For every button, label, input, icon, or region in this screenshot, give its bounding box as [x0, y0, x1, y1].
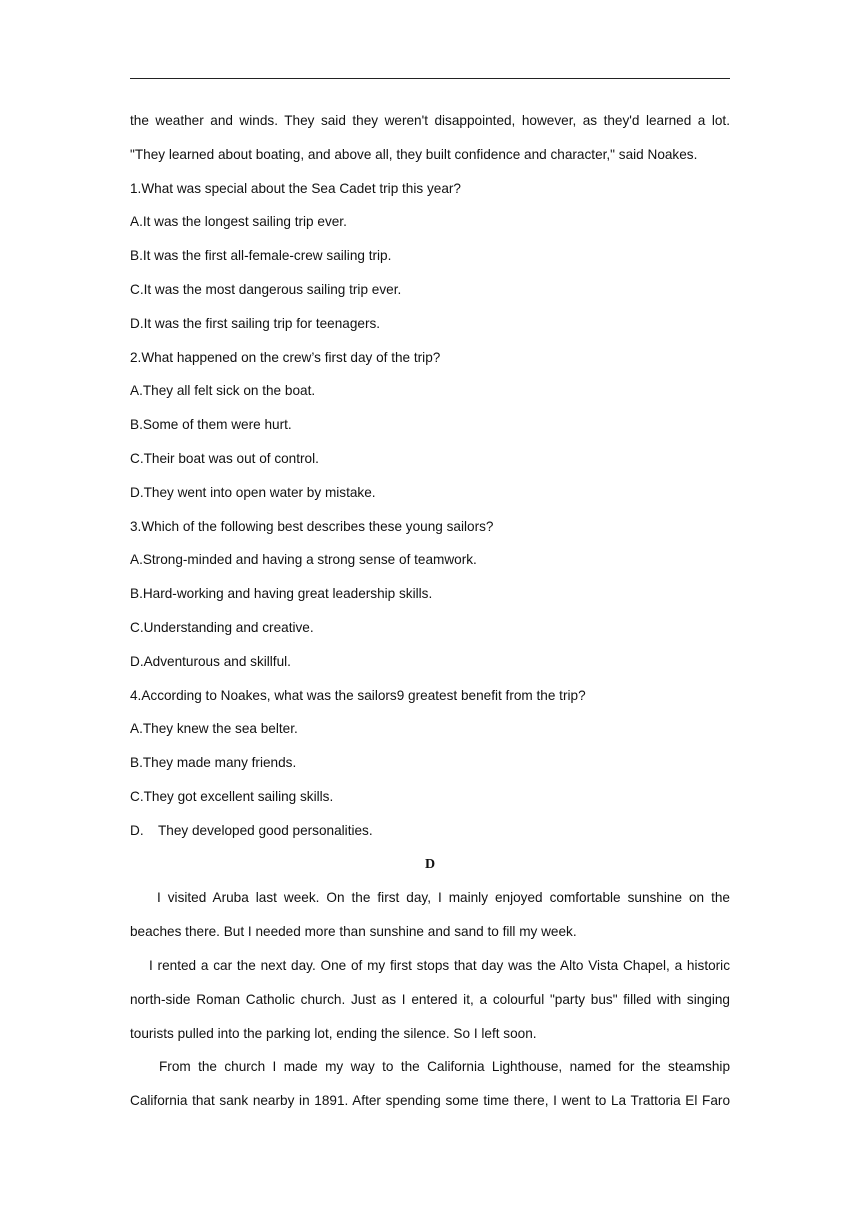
question-3-option-a: A.Strong-minded and having a strong sense of teamwork.	[130, 552, 477, 568]
option-text: They developed good personalities.	[158, 822, 373, 838]
question-2-option-b: B.Some of them were hurt.	[130, 417, 292, 433]
question-3-option-d: D.Adventurous and skillful.	[130, 653, 291, 669]
question-4-option-d	[130, 814, 730, 848]
header-rule	[130, 78, 730, 79]
paragraph-3-line: From the church I made my way to the California Lighthouse, named for the steamship	[159, 1059, 730, 1075]
option-letter: D.	[130, 822, 144, 838]
question-4-option-a: A.They knew the sea belter.	[130, 721, 298, 737]
question-1-option-a: A.It was the longest sailing trip ever.	[130, 214, 347, 230]
question-1-option-d: D.It was the first sailing trip for teenagers.	[130, 315, 381, 331]
question-2-stem: 2.What happened on the crew’s first day of the trip?	[130, 349, 441, 365]
question-2-option-d: D.They went into open water by mistake.	[130, 484, 376, 500]
question-3-option-c: C.Understanding and creative.	[130, 619, 314, 635]
passage-text-line: "They learned about boating, and above all, they built confidence and character," said Noakes.	[130, 146, 698, 162]
question-4-option-b: B.They made many friends.	[130, 755, 297, 771]
question-2-option-a: A.They all felt sick on the boat.	[130, 383, 316, 399]
question-1-option-b: B.It was the first all-female-crew sailing trip.	[130, 248, 392, 264]
paragraph-3-line: California that sank nearby in 1891. After spending some time there, I went to La Trattoria El Faro	[130, 1093, 730, 1109]
paragraph-2-line: north-side Roman Catholic church. Just as I entered it, a colourful "party bus" filled with singing	[130, 991, 730, 1007]
paragraph-1-line: beaches there. But I needed more than sunshine and sand to fill my week.	[130, 924, 577, 940]
question-1-option-c: C.It was the most dangerous sailing trip ever.	[130, 281, 402, 297]
document-content	[130, 104, 730, 1118]
question-4-option-c: C.They got excellent sailing skills.	[130, 788, 334, 804]
question-3-stem: 3.Which of the following best describes these young sailors?	[130, 518, 494, 534]
section-d-heading: D	[424, 856, 436, 872]
paragraph-1-line: I visited Aruba last week. On the first day, I mainly enjoyed comfortable sunshine on the	[157, 890, 730, 906]
question-2-option-c: C.Their boat was out of control.	[130, 450, 319, 466]
question-1-stem: 1.What was special about the Sea Cadet trip this year?	[130, 180, 461, 196]
paragraph-2-line: I rented a car the next day. One of my first stops that day was the Alto Vista Chapel, a historic	[149, 957, 730, 973]
question-4-stem: 4.According to Noakes, what was the sailors9 greatest benefit from the trip?	[130, 687, 586, 703]
question-3-option-b: B.Hard-working and having great leadership skills.	[130, 586, 433, 602]
paragraph-2-line: tourists pulled into the parking lot, ending the silence. So I left soon.	[130, 1025, 537, 1041]
passage-text-line: the weather and winds. They said they weren't disappointed, however, as they'd learned a lot.	[130, 113, 730, 128]
